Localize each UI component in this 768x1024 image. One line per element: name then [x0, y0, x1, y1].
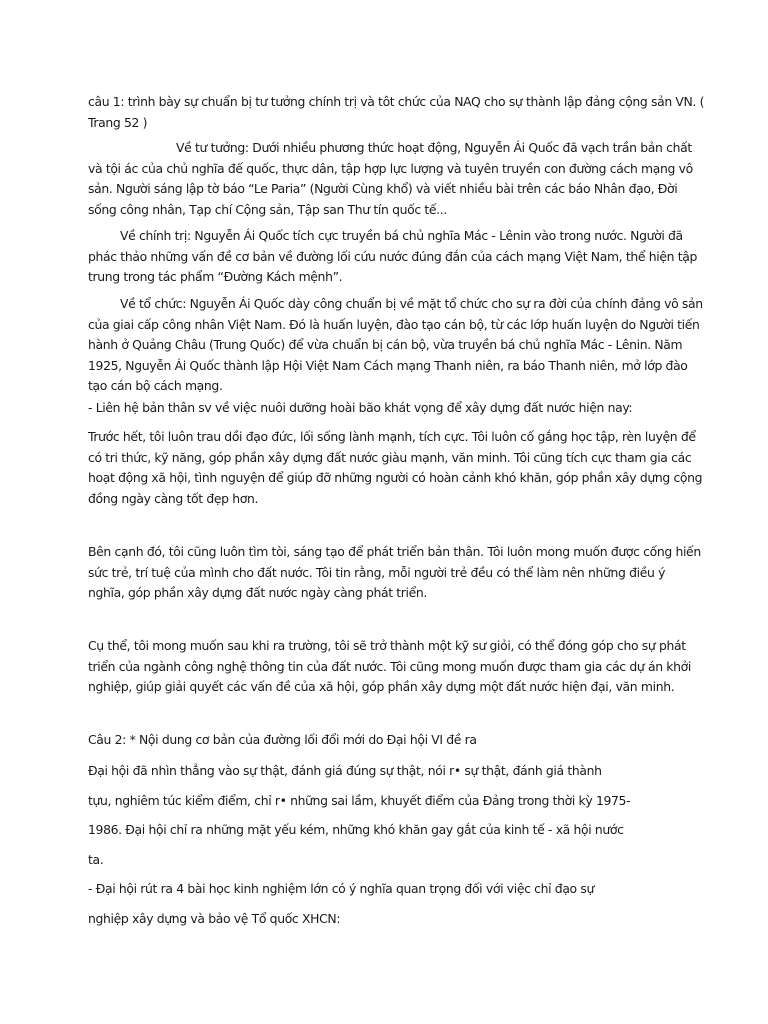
- text-line: sống công nhân, Tạp chí Cộng sản, Tập san Thư tín quốc tế...: [88, 201, 447, 217]
- text-line: nghiệp xây dựng và bảo vệ Tổ quốc XHCN:: [88, 910, 341, 926]
- text-line: triển của ngành công nghệ thông tin của đất nước. Tôi cũng mong muốn được tham gia các dự án khởi: [88, 658, 691, 674]
- text-line: phác thảo những vấn đề cơ bản về đường lối cứu nước đúng đắn của cách mạng Việt Nam, thể hiện tập: [88, 248, 697, 264]
- question-2-body: [88, 756, 630, 933]
- paragraph-ben-canh: [88, 542, 701, 604]
- text-line: Đại hội đã nhìn thẳng vào sự thật, đánh giá đúng sự thật, nói r• sự thật, đánh giá thành: [88, 763, 602, 778]
- text-line: sức trẻ, trí tuệ của mình cho đất nước. Tôi tin rằng, mỗi người trẻ đều có thể làm nên những điều ý: [88, 564, 666, 580]
- text-line: ta.: [88, 851, 104, 867]
- paragraph-lien-he: [88, 398, 632, 419]
- question-2-heading: [88, 730, 477, 751]
- text-line: hoạt động xã hội, tình nguyện để giúp đỡ những người có hoàn cảnh khó khăn, góp phần xây dựng cộng: [88, 470, 703, 485]
- text-line: tạo cán bộ cách mạng.: [88, 378, 223, 393]
- text-line: 1925, Nguyễn Ái Quốc thành lập Hội Việt Nam Cách mạng Thanh niên, ra báo Thanh niên, mở lớp đào: [88, 357, 688, 373]
- text-line: của giai cấp công nhân Việt Nam. Đó là huấn luyện, đào tạo cán bộ, từ các lớp huấn luyện do Người tiến: [88, 316, 700, 332]
- paragraph-chinh-tri: [88, 226, 697, 288]
- text-line: nghĩa, góp phần xây dựng đất nước ngày càng phát triển.: [88, 585, 428, 600]
- paragraph-to-chuc: [88, 294, 703, 397]
- text-line: Câu 2: * Nội dung cơ bản của đường lối đổi mới do Đại hội VI đề ra: [88, 732, 477, 747]
- text-line: trung trong tác phẩm “Đường Kách mệnh”.: [88, 269, 343, 284]
- text-line: Về chính trị: Nguyễn Ái Quốc tích cực truyền bá chủ nghĩa Mác - Lênin vào trong nước. Người đã: [120, 228, 683, 243]
- text-line: Bên cạnh đó, tôi cũng luôn tìm tòi, sáng tạo để phát triển bản thân. Tôi luôn mong muốn được cống hiến: [88, 544, 701, 559]
- question-1-heading: [88, 92, 704, 133]
- text-line: - Liên hệ bản thân sv về việc nuôi dưỡng hoài bão khát vọng để xây dựng đất nước hiện nay:: [88, 400, 633, 415]
- text-line: Về tư tưởng: Dưới nhiều phương thức hoạt động, Nguyễn Ái Quốc đã vạch trần bản chất: [176, 140, 692, 155]
- text-line: Trang 52 ): [88, 114, 148, 130]
- text-line: tựu, nghiêm túc kiểm điểm, chỉ r• những sai lầm, khuyết điểm của Đảng trong thời kỳ 1975-: [88, 792, 631, 808]
- paragraph-truoc-het: [88, 427, 702, 509]
- text-line: Về tổ chức: Nguyễn Ái Quốc dày công chuẩn bị về mặt tổ chức cho sự ra đời của chính đảng vô sản: [120, 296, 703, 311]
- text-line: nghiệp, giúp giải quyết các vấn đề của xã hội, góp phần xây dựng một đất nước hiện đại, văn minh.: [88, 679, 675, 694]
- text-line: sản. Người sáng lập tờ báo “Le Paria” (Người Cùng khổ) và viết nhiều bài trên các báo Nhân đạo, Đời: [88, 181, 678, 196]
- text-line: câu 1: trình bày sự chuẩn bị tư tưởng chính trị và tôt chức của NAQ cho sự thành lập đảng cộng sản VN. (: [88, 94, 705, 109]
- text-line: và tội ác của chủ nghĩa đế quốc, thực dân, tập hợp lực lượng và tuyên truyền con đường cách mạng vô: [88, 160, 693, 176]
- text-line: đồng ngày càng tốt đẹp hơn.: [88, 490, 259, 506]
- text-line: có tri thức, kỹ năng, góp phần xây dựng đất nước giàu mạnh, văn minh. Tôi cũng tích cực tham gia các: [88, 449, 692, 465]
- text-line: hành ở Quảng Châu (Trung Quốc) để vừa chuẩn bị cán bộ, vừa truyền bá chủ nghĩa Mác - Lênin. Năm: [88, 337, 683, 352]
- paragraph-tu-tuong: [88, 138, 693, 220]
- text-line: Trước hết, tôi luôn trau dồi đạo đức, lối sống lành mạnh, tích cực. Tôi luôn cố gắng học tập, rèn luyện để: [88, 429, 696, 444]
- paragraph-cu-the: [88, 636, 691, 698]
- text-line: - Đại hội rút ra 4 bài học kinh nghiệm lớn có ý nghĩa quan trọng đối với việc chỉ đạo sự: [88, 881, 594, 896]
- text-line: Cụ thể, tôi mong muốn sau khi ra trường, tôi sẽ trở thành một kỹ sư giỏi, có thể đóng góp cho sự phát: [88, 638, 686, 653]
- text-line: 1986. Đại hội chỉ ra những mặt yếu kém, những khó khăn gay gắt của kinh tế - xã hội nước: [88, 822, 624, 837]
